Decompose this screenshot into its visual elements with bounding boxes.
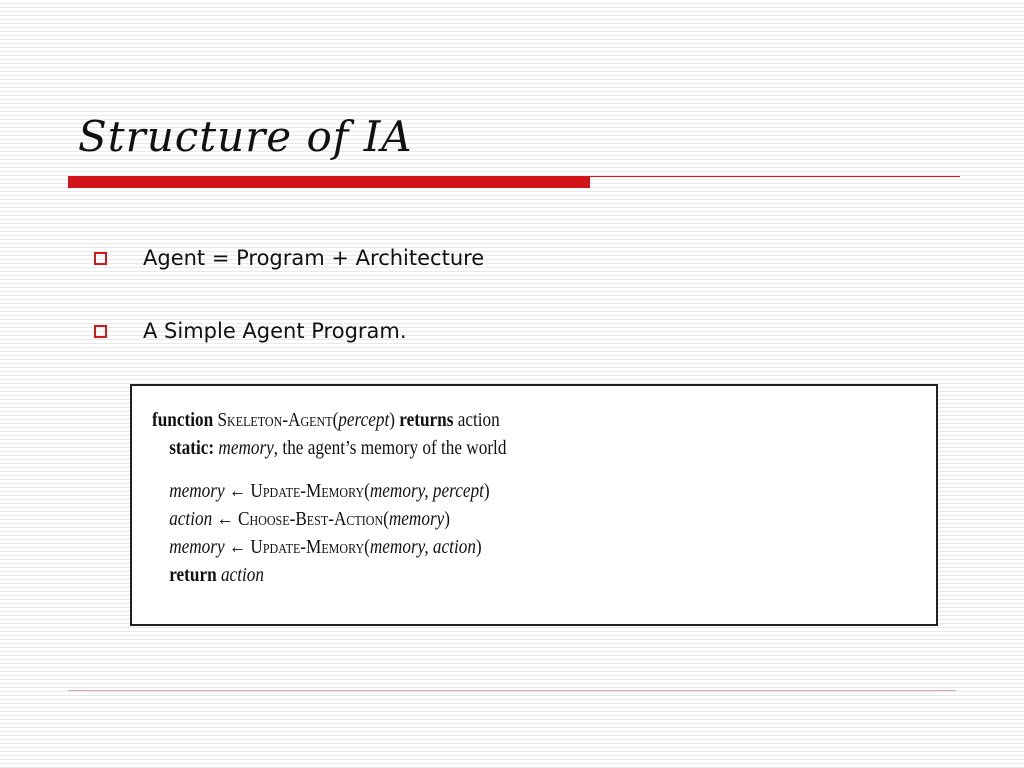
pseudocode (152, 406, 506, 589)
footer-divider (68, 690, 956, 691)
code-arrow: ← (228, 536, 247, 558)
bullet-item (94, 243, 484, 273)
code-function-name: Skeleton-Agent( (217, 409, 339, 431)
code-function-name: Update-Memory( (250, 480, 370, 502)
code-paren: ) (444, 508, 451, 530)
code-line-static (152, 434, 506, 462)
bullet-text: A Simple Agent Program. (143, 319, 407, 343)
code-keyword: returns (399, 409, 454, 431)
hollow-square-bullet-icon (94, 325, 107, 338)
code-arrow: ← (216, 508, 234, 530)
slide-title: Structure of IA (78, 112, 413, 161)
code-function-name: Update-Memory( (250, 536, 370, 558)
code-line-statement (152, 477, 506, 505)
code-line-return (152, 561, 506, 589)
code-args: memory, percept (369, 480, 484, 502)
code-variable: memory (169, 536, 225, 558)
code-line-function (152, 406, 506, 434)
code-keyword: static: (169, 437, 215, 459)
code-variable: action (220, 564, 264, 586)
code-variable: action (169, 508, 213, 530)
code-paren: ) (483, 480, 490, 502)
code-return-type: action (457, 409, 500, 431)
bullet-text: Agent = Program + Architecture (143, 246, 485, 270)
hollow-square-bullet-icon (94, 252, 107, 265)
code-variable: memory (218, 437, 274, 459)
code-function-name: Choose-Best-Action( (238, 508, 389, 530)
title-underline-bar (68, 176, 590, 188)
code-paren: ) (389, 409, 395, 431)
pseudocode-box (130, 384, 938, 626)
code-line-statement (152, 533, 506, 561)
code-arrow: ← (228, 480, 247, 502)
code-args: memory (388, 508, 445, 530)
bullet-item (94, 316, 407, 346)
code-keyword: function (152, 409, 214, 431)
title-underline-rule (590, 176, 960, 177)
code-param: percept (338, 409, 390, 431)
code-comment: , the agent’s memory of the world (273, 437, 507, 459)
code-paren: ) (475, 536, 482, 558)
code-line-statement (152, 505, 506, 533)
code-keyword: return (169, 564, 217, 586)
code-variable: memory (169, 480, 225, 502)
code-spacer (152, 462, 506, 477)
code-args: memory, action (369, 536, 476, 558)
